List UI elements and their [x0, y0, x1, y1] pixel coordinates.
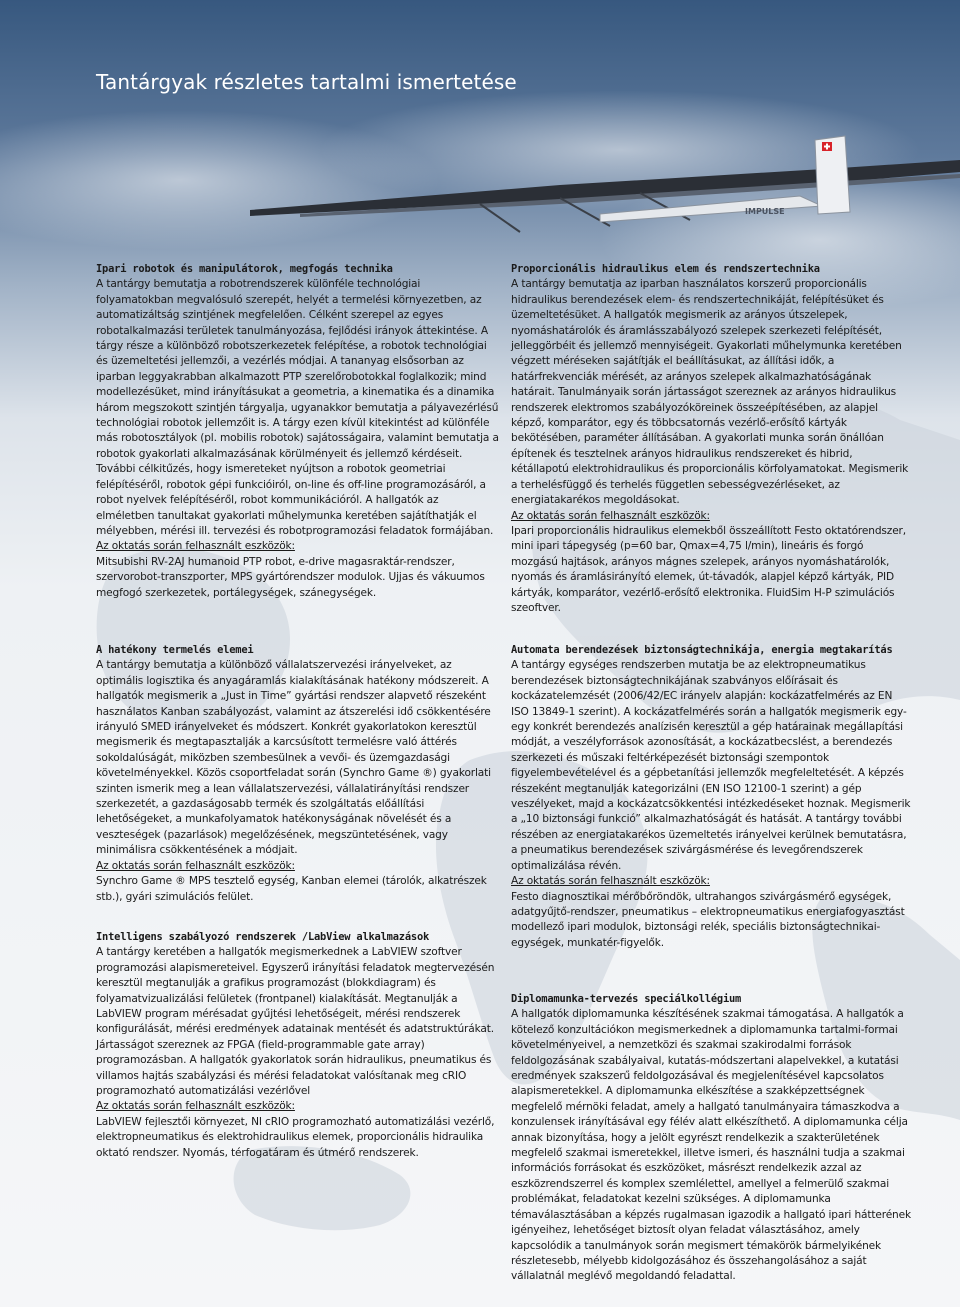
section-body: A tantárgy bemutatja az iparban használatos korszerű proporcionális hidraulikus berendezések elem- és rendszertechnikáját, felépítésüket és üzemeltetésüket. A hallgatók megismerik az arányos útszelepek, nyomáshatárolók és áramlásszabályozó szelepek szerkezeti felépítését, jelleggörbéit és jellemző mennyiségeit. Gyakorlati műhelymunka keretében végzett méréseken sajátítják el beállításukat, az állítási idők, a határfrekvenciák mérését, az arányos szelepek alkalmazhatóságának határait. Tanulmányaik során jártasságot szereznek az arányos hidraulikus rendszerek elektromos szabályozóköreinek összeépítésében, az alapjel képző, komparátor, egy és többcsatornás vezérlő-erősítő kártyák bekötésében, paraméter állításában. A gyakorlati munka során önállóan építenek és tesztelnek arányos hidraulikus rendszereket és hibrid, kétállapotú elektrohidraulikus és proporcionális körfolyamatokat. Megismerik a terhelésfüggő és terhelés független sebességvezérléseket, az energiatakarékos megoldásokat.: [511, 278, 909, 507]
tools-list: Ipari proporcionális hidraulikus elemekből összeállított Festo oktatórendszer, mini ipari tápegység (p=60 bar, Qmax=4,75 l/min), lineáris és forgó mozgású hajtások, arányos mágnes szelepek, arányos nyomáshatárolók, nyomás és áramlásirányító elemek, út-távadók, alapjel képző kártyák, PID kártyák, komparátor, vezérlő-erősítő elektronika. FluidSim H-P szimulációs szeoftver.: [511, 524, 906, 614]
aircraft-fuselage-text: IMPULSE: [745, 207, 785, 216]
section-body: A tantárgy keretében a hallgatók megismerkednek a LabVIEW szoftver programozási alapismereteivel. Egyszerű irányítási feladatok megtervezésén keresztül megtanulják a grafikus programozást (blokkdiagram) és folyamatvizualizálási felületek (frontpanel) kialakítását. Megtanulják a LabVIEW program mérésadat gyűjtési lehetőségeit, mérési rendszerek konfigurálását, mérési eredmények adatainak mentését és adatstruktúrákat. Jártasságot szereznek az FPGA (field-programmable gate array) programozásban. A hallgatók gyakorlatok során hidraulikus, pneumatikus és villamos hajtás szabályzási és mérési feladatokat valósítanak meg cRIO programozható automatizálási vezérlővel: [96, 946, 495, 1098]
tools-label: Az oktatás során felhasznált eszközök:: [511, 875, 710, 888]
section-body: A tantárgy bemutatja a különböző vállalatszervezési irányelveket, az optimális logisztika és anyagáramlás kialakításának hatékony módszereit. A hallgatók megismerik a „Just in Time” gyártási rendszer alapvető részeként használatos Kanban szabályozást, valamint az átszerelési idő csökkentésére irányuló SMED irányelveket és módszert. Konkrét gyakorlatokon keresztül megismerik és megtapasztalják a karcsúsított termelésre való áttérés sokoldalúságát, miközben szembesülnek a vevői- és üzemgazdasági követelményekkel. Közös csoportfeladat során (Synchro Game ®) gyakorlati szinten ismerik meg a lean vállalatszervezési, vállalatirányítási rendszer szerkezetét, a gazdaságosabb termék és szolgáltatás előállítási lehetőségeket, a munkafolyamatok hatékonyságának növelését és a veszteségek (pazarlások) megelőzésének, megszüntetésének, vagy minimálisra csökkentésének a módjait.: [96, 659, 491, 857]
tools-label: Az oktatás során felhasznált eszközök:: [96, 1100, 295, 1113]
aircraft-tail: [815, 136, 850, 214]
section-heading: A hatékony termelés elemei: [96, 644, 254, 656]
section-body: A tantárgy egységes rendszerben mutatja be az elektropneumatikus berendezések biztonságtechnikájának szabványos előírásait és kockázatelemzését (2006/42/EC irányelv alapján: kockázatfelmérés az EN ISO 13849-1 szerint). A kockázatfelmérés során a hallgatók megismerik egy-egy konkrét berendezés analízisén keresztül a gép határainak megállapítási módját, a veszélyforrások azonosítását, a kockázatbecslést, a berendezés szerkezeti és műszaki feltérképezését biztonsági szempontok figyelembevételével és a gépbetanítási jellemzők megfeleltetését. A képzés részeként megtanulják kategorizálni (EN ISO 12100-1 szerint) a gép veszélyeket, majd a kockázatcsökkentési intézkedéseket hoznak. Megismerik a „10 biztonsági funkció” alkalmazhatóságát és hatását. A tantárgy további részében az energiatakarékos üzemeltetés irányelvei kerülnek bemutatásra, a pneumatikus berendezések szivárgásmérése és levegőrendszerek optimalizálása révén.: [511, 659, 911, 872]
section-ipari-robotok: [96, 262, 500, 601]
section-heading: Diplomamunka-tervezés speciálkollégium: [511, 993, 742, 1005]
tools-label: Az oktatás során felhasznált eszközök:: [96, 540, 295, 553]
left-column-2: [96, 643, 500, 905]
section-biztonsagtechnika: [511, 643, 911, 951]
section-diplomamunka: [511, 992, 911, 1285]
section-body: A tantárgy bemutatja a robotrendszerek különféle technológiai folyamatokban megvalósuló szerepét, helyét a termelési környezetben, az automatizáltság szintjének megfelelően. Célként szerepel az egyes robotalkalmazási területek tanulmányozása, fejlődési irányok áttekintése. A tárgy része a különböző robotszerkezetek felépítése, a robotok technológiai és üzemeltetési jellemzői, a vezérlés módjai. A tananyag elsősorban az iparban leggyakrabban alkalmazott PTP szerelőrobotokkal foglalkozik; mind modellezésüket, mind irányításukat a geometria, a kinematika és a dinamika három megszokott szintjén tárgyalja, ugyanakkor bemutatja a pályavezérlésű technológiai robotok jellemzőit is. A tárgy ezen kívül kitekintést ad különféle más robotosztályok (pl. mobilis robotok) sajátosságaira, valamint bemutatja a robotok gyakorlati alkalmazásának körülményeit és jellemző kérdéseit. További célkitűzés, hogy ismereteket nyújtson a robotok geometriai felépítéséről, robotok gépi funkcióiról, on-line és off-line programozásáról, a robot nyelvek felépítéséről, robot kommunikációról. A hallgatók az elméletben tanultakat gyakorlati műhelymunka keretében sajátíthatják el mélyebben, mérési ill. tervezési és robotprogramozási feladatok formájában.: [96, 278, 499, 537]
section-hatekony-termeles: [96, 643, 500, 905]
section-heading: Proporcionális hidraulikus elem és rendszertechnika: [511, 263, 820, 275]
section-labview: [96, 930, 500, 1161]
right-column-3: [511, 992, 911, 1285]
section-heading: Automata berendezések biztonságtechnikája, energia megtakarítás: [511, 644, 893, 656]
left-column-3: [96, 930, 500, 1161]
tools-list: Mitsubishi RV-2AJ humanoid PTP robot, e-drive magasraktár-rendszer, szervorobot-transzporter, MPS gyártórendszer modulok. Ujjas és vákuumos megfogó szerkezetek, portálegységek, szánegységek.: [96, 555, 485, 599]
right-column: [511, 262, 911, 616]
section-heading: Ipari robotok és manipulátorok, megfogás technika: [96, 263, 393, 275]
section-proporcionalis-hidraulika: [511, 262, 911, 616]
tools-label: Az oktatás során felhasznált eszközök:: [96, 859, 295, 872]
left-column: [96, 262, 500, 601]
tools-list: Festo diagnosztikai mérőbőröndök, ultrahangos szivárgásmérő egységek, adatgyűjtő-rendszer, pneumatikus – elektropneumatikus energiafogyasztást modellező ipari modulok, biztonsági relék, speciális biztonságtechnikai-egységek, munkatér-figyelők.: [511, 890, 905, 949]
section-body: A hallgatók diplomamunka készítésének szakmai támogatása. A hallgatók a kötelező konzultációkon megismerkednek a diplomamunka tartalmi-formai követelményeivel, a nemzetközi és szakmai szakirodalmi források feldolgozásának szabályaival, kutatás-módszertani alapelvekkel, a kutatási eredmények szakszerű feldolgozásával és megjelenítésével kapcsolatos alapismeretekkel. A diplomamunka elkészítése a szakképzettségnek megfelelő mérnöki feladat, amely a hallgató tanulmányaira támaszkodva a konzulensek irányításával egy félév alatt elkészíthető. A diplomamunka célja annak bizonyítása, hogy a jelölt egyrészt rendelkezik a szakterületének megfelelő szakmai ismeretekkel, illetve ismeri, és használni tudja a szakmai információs forrásokat és eszközöket, másrészt rendelkezik azzal az eszközrendszerrel és komplex szemlélettel, amellyel a felmerülő szakmai problémákat, feladatokat kezelni szükséges. A diplomamunka témaválasztásában a képzés rugalmasan igazodik a hallgató ipari hátterének igényeihez, lehetőséget biztosít olyan feladat választásához, amely kapcsolódik a tanulmányok során megismert témakörök bármelyikének részletesebb, mélyebb kidolgozásához és összehangolásához a saját vállalatnál meglévő megoldandó feladattal.: [511, 1008, 911, 1283]
tools-list: Synchro Game ® MPS tesztelő egység, Kanban elemei (tárolók, alkatrészek stb.), gyári szimulációs felület.: [96, 875, 487, 903]
tools-list: LabVIEW fejlesztői környezet, NI cRIO programozható automatizálási vezérlő, elektropneumatikus és elektrohidraulikus elemek, proporcionális hidraulika oktató rendszer. Nyomás, térfogatáram és útmérő rendszerek.: [96, 1115, 495, 1159]
swiss-flag-cross-v: [826, 144, 828, 150]
page-title: Tantárgyak részletes tartalmi ismertetése: [96, 70, 517, 94]
tools-label: Az oktatás során felhasznált eszközök:: [511, 509, 710, 522]
right-column-2: [511, 643, 911, 951]
section-heading: Intelligens szabályozó rendszerek /LabView alkalmazások: [96, 931, 430, 943]
